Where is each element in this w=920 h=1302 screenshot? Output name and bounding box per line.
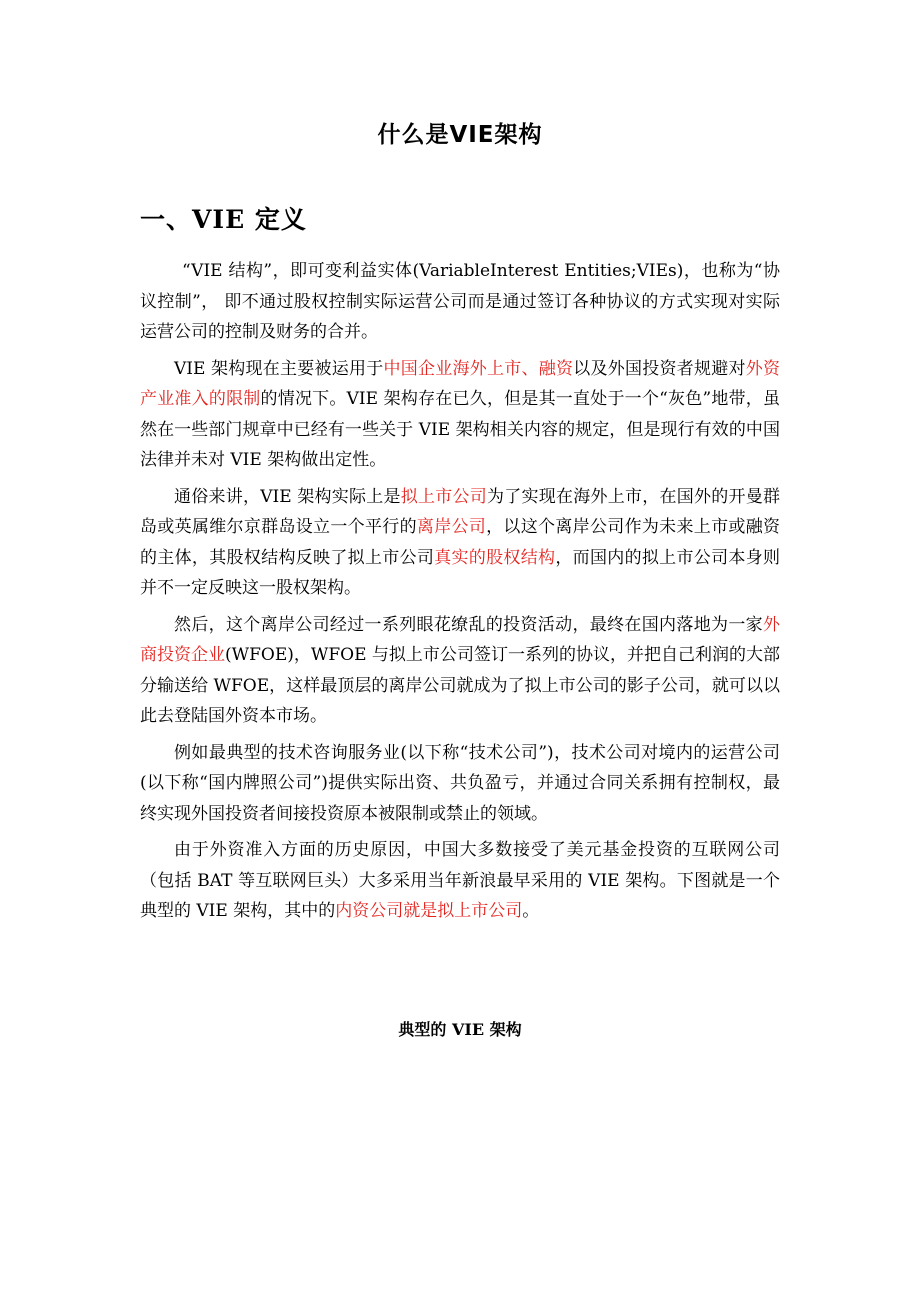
paragraph-text: ，而国内的拟上市公司本身则并不一定反映这一股权架构。	[140, 547, 781, 598]
paragraph-text: “VIE 结构”，即可变利益实体(VariableInterest Entities;VIEs)，也称为“协议控制”， 即不通过股权控制实际运营公司而是通过签订各种协议的方式实现对实际运营公司的控制及财务的合并。	[140, 261, 780, 342]
paragraph-text: ，以这个离岸公司作为未来上市或融资的主体，其股权结构反映了拟上市公司	[140, 517, 781, 568]
highlighted-phrase: 内资公司就是拟上市公司	[335, 901, 523, 921]
highlighted-phrase: 中国企业海外上市、融资	[383, 358, 574, 379]
document-title: 什么是VIE架构	[377, 122, 543, 148]
highlighted-phrase: 外商投资企业	[140, 614, 780, 665]
paragraph-text: 例如最典型的技术咨询服务业(以下称“技术公司”)，技术公司对境内的运营公司(以下称“国内牌照公司”)提供实际出资、共负盈亏，并通过合同关系拥有控制权，最终实现外国投资者间接投资原本被限制或禁止的领域。	[140, 742, 780, 824]
paragraph-text: 然后，这个离岸公司经过一系列眼花缭乱的投资活动，最终在国内落地为一家	[174, 614, 763, 635]
paragraph-text: 以及外国投资者规避对	[573, 358, 746, 379]
paragraph-5	[140, 738, 780, 830]
section-heading: 一、VIE 定义	[140, 205, 307, 234]
paragraph-1	[140, 256, 780, 348]
figure-caption: 典型的 VIE 架构	[398, 1020, 522, 1039]
paragraph-4	[140, 610, 780, 732]
paragraph-6	[140, 835, 780, 927]
paragraph-text: 。	[522, 901, 540, 921]
paragraph-3	[140, 482, 780, 604]
paragraph-text: 的情况下。VIE 架构存在已久，但是其一直处于一个“灰色”地带，虽然在一些部门规章中已经有一些关于 VIE 架构相关内容的规定，但是现行有效的中国法律并未对 VIE 架构做出定性。	[140, 389, 781, 470]
paragraph-text: 由于外资准入方面的历史原因，中国大多数接受了美元基金投资的互联网公司（包括 BAT 等互联网巨头）大多采用当年新浪最早采用的 VIE 架构。下图就是一个典型的 VIE 架构，其中的	[140, 840, 780, 921]
highlighted-phrase: 离岸公司	[416, 517, 487, 537]
paragraph-text: (WFOE)，WFOE 与拟上市公司签订一系列的协议，并把自己利润的大部分输送给 WFOE，这样最顶层的离岸公司就成为了拟上市公司的影子公司，就可以以此去登陆国外资本市场。	[140, 645, 780, 726]
paragraph-2	[140, 354, 780, 476]
paragraph-text: 为了实现在海外上市，在国外的开曼群岛或英属维尔京群岛设立一个平行的	[140, 486, 781, 537]
highlighted-phrase: 真实的股权结构	[434, 547, 556, 568]
highlighted-phrase: 拟上市公司	[400, 486, 488, 507]
paragraph-text: VIE 架构现在主要被运用于	[174, 358, 384, 379]
highlighted-phrase: 外资产业准入的限制	[140, 358, 781, 409]
paragraph-text: 通俗来讲，VIE 架构实际上是	[174, 486, 401, 507]
body-text	[140, 256, 780, 933]
